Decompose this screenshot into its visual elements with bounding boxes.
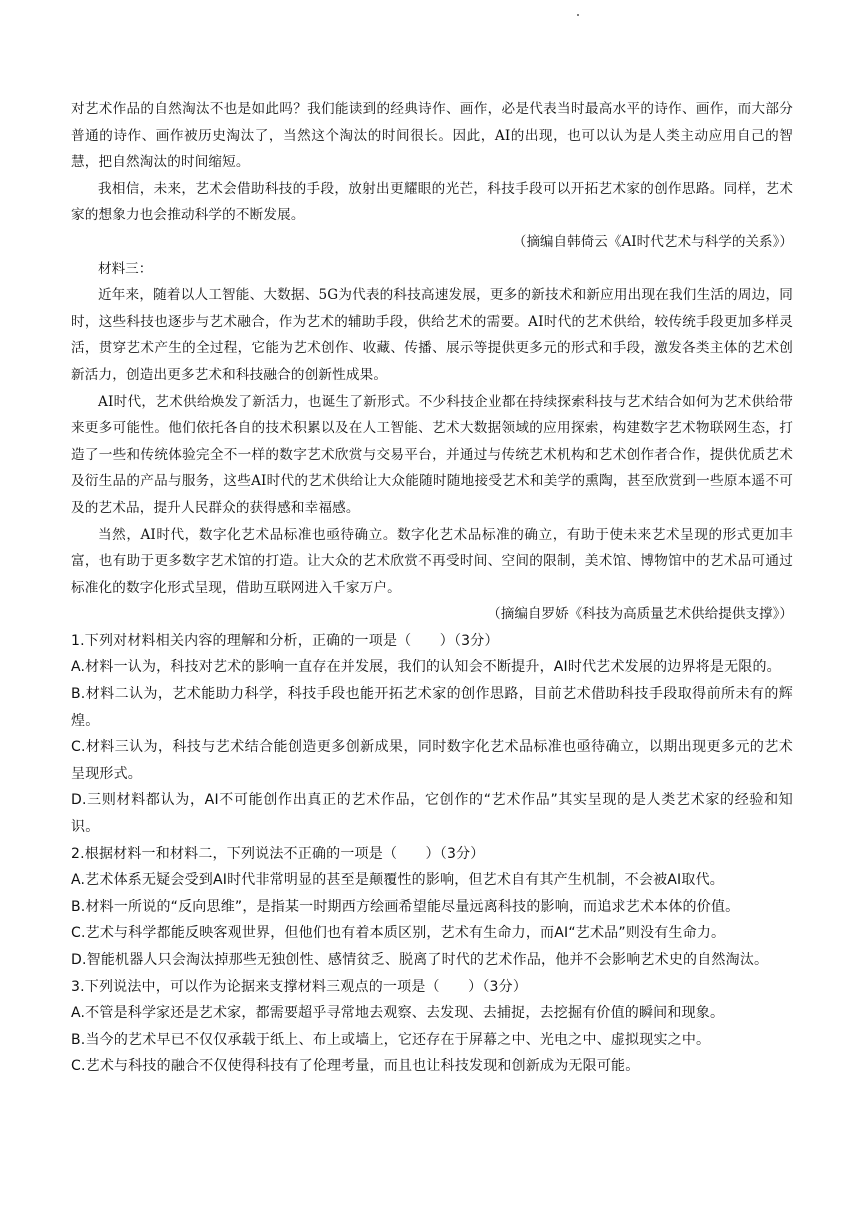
material2-source: （摘编自韩倚云《AI时代艺术与科学的关系》） (512, 233, 793, 250)
header-mark (577, 14, 579, 16)
question-3-option-c: C.艺术与科技的融合不仅使得科技有了伦理考量，而且也让科技发现和创新成为无限可能。 (71, 1058, 640, 1075)
material3-source: （摘编自罗娇《科技为高质量艺术供给提供支撑》） (487, 606, 793, 623)
question-2-option-c: C.艺术与科学都能反映客观世界，但他们也有着本质区别，艺术有生命力，而AI“艺术品”则没有生命力。 (71, 925, 726, 942)
material3-paragraph: 近年来，随着以人工智能、大数据、5G为代表的科技高速发展，更多的新技术和新应用出现在我们生活的周边，同时，这些科技也逐步与艺术融合，作为艺术的辅助手段，供给艺术的需要。AI时代的艺术供给，较传统手段更加多样灵活，贯穿艺术产生的全过程，它能为艺术创作、收藏、传播、展示等提供更多元的形式和手段，激发各类主体的艺术创新活力，创造出更多艺术和科技融合的创新性成果。 (71, 287, 793, 383)
question-3-stem: 3.下列说法中，可以作为论据来支撑材料三观点的一项是（ ）（3分） (71, 978, 528, 995)
question-1-stem: 1.下列对材料相关内容的理解和分析，正确的一项是（ ）（3分） (71, 632, 499, 649)
material2-paragraph: 我相信，未来，艺术会借助科技的手段，放射出更耀眼的光芒，科技手段可以开拓艺术家的创作思路。同样，艺术家的想象力也会推动科学的不断发展。 (71, 180, 793, 224)
material2-paragraph: 对艺术作品的自然淘汰不也是如此吗？我们能读到的经典诗作、画作，必是代表当时最高水平的诗作、画作，而大部分普通的诗作、画作被历史淘汰了，当然这个淘汰的时间很长。因此，AI的出现，也可以认为是人类主动应用自己的智慧，把自然淘汰的时间缩短。 (71, 101, 793, 171)
question-2-stem: 2.根据材料一和材料二，下列说法不正确的一项是（ ）（3分） (71, 845, 485, 862)
question-2-option-a: A.艺术体系无疑会受到AI时代非常明显的甚至是颠覆性的影响，但艺术自有其产生机制，不会被AI取代。 (71, 872, 724, 889)
question-1-option-a: A.材料一认为，科技对艺术的影响一直存在并发展，我们的认知会不断提升，AI时代艺术发展的边界将是无限的。 (71, 659, 781, 676)
question-1-option-d: D.三则材料都认为，AI不可能创作出真正的艺术作品，它创作的“艺术作品”其实呈现的是人类艺术家的经验和知识。 (71, 792, 793, 836)
question-1-option-c: C.材料三认为，科技与艺术结合能创造更多创新成果，同时数字化艺术品标准也亟待确立，以期出现更多元的艺术呈现形式。 (71, 739, 793, 782)
question-3-option-b: B.当今的艺术早已不仅仅承载于纸上、布上或墙上，它还存在于屏幕之中、光电之中、虚拟现实之中。 (71, 1031, 711, 1048)
material3-label: 材料三： (98, 260, 153, 277)
exam-page (71, 96, 793, 1080)
question-1-option-b: B.材料二认为，艺术能助力科学，科技手段也能开拓艺术家的创作思路，目前艺术借助科技手段取得前所未有的辉煌。 (71, 686, 793, 729)
question-2-option-b: B.材料一所说的“反向思维”，是指某一时期西方绘画希望能尽量远离科技的影响，而追求艺术本体的价值。 (71, 898, 740, 915)
question-3-option-a: A.不管是科学家还是艺术家，都需要超乎寻常地去观察、去发现、去捕捉，去挖掘有价值的瞬间和现象。 (71, 1005, 725, 1022)
question-2-option-d: D.智能机器人只会淘汰掉那些无独创性、感情贫乏、脱离了时代的艺术作品，他并不会影响艺术史的自然淘汰。 (71, 952, 769, 968)
material3-paragraph: AI时代，艺术供给焕发了新活力，也诞生了新形式。不少科技企业都在持续探索科技与艺术结合如何为艺术供给带来更多可能性。他们依托各自的技术积累以及在人工智能、艺术大数据领域的应用探索，构建数字艺术物联网生态，打造了一些和传统体验完全不一样的数字艺术欣赏与交易平台，并通过与传统艺术机构和艺术创作者合作，提供优质艺术及衍生品的产品与服务，这些AI时代的艺术供给让大众能随时随地接受艺术和美学的熏陶，甚至欣赏到一些原本遥不可及的艺术品，提升人民群众的获得感和幸福感。 (71, 393, 793, 516)
material3-paragraph: 当然，AI时代，数字化艺术品标准也亟待确立。数字化艺术品标准的确立，有助于使未来艺术呈现的形式更加丰富，也有助于更多数字艺术馆的打造。让大众的艺术欣赏不再受时间、空间的限制，美术馆、博物馆中的艺术品可通过标准化的数字化形式呈现，借助互联网进入千家万户。 (71, 526, 793, 596)
